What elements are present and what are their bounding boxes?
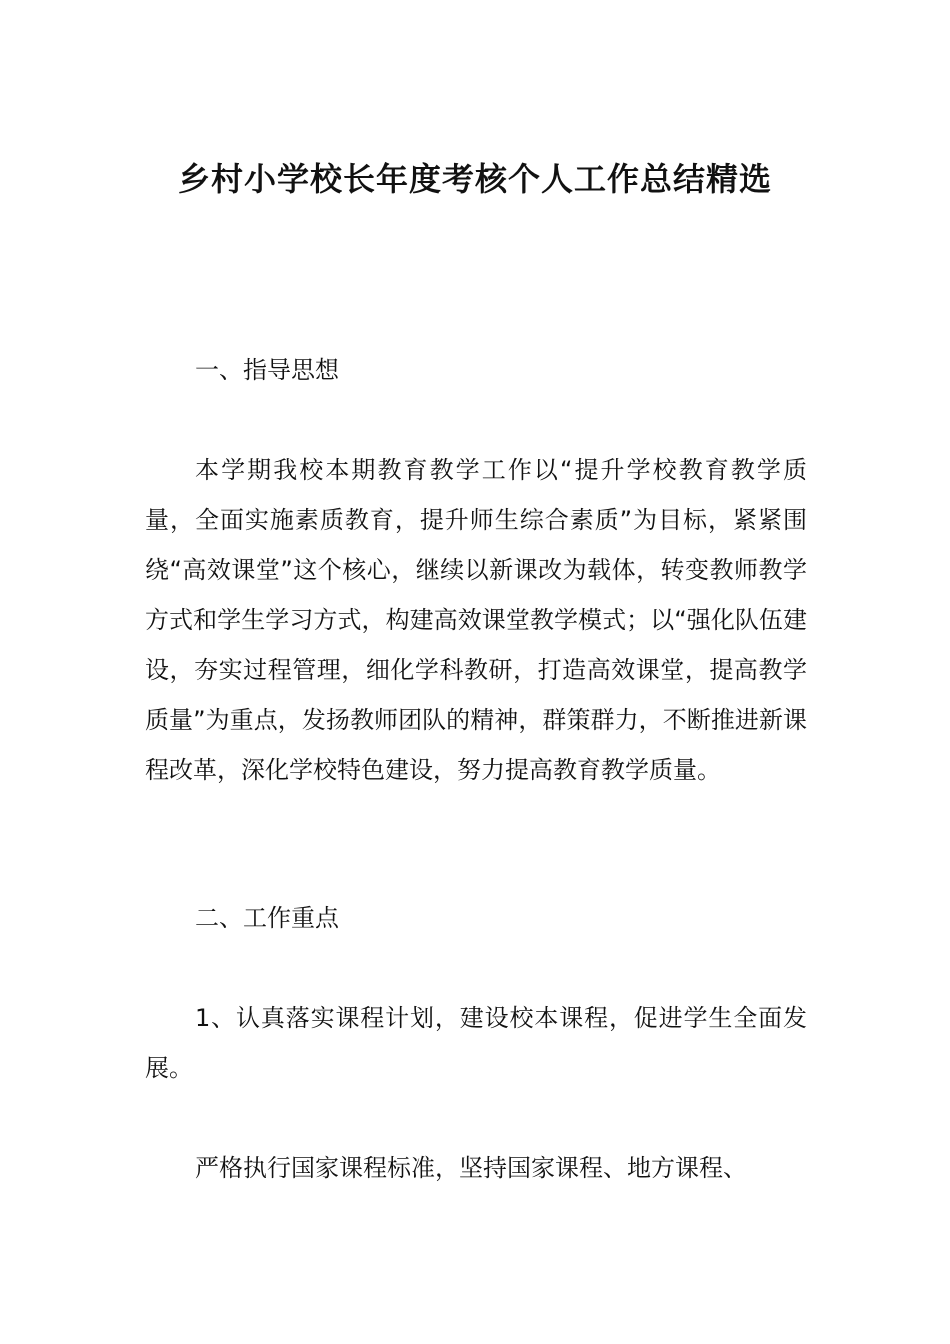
section-heading: 一、指导思想 [195, 356, 339, 384]
paragraph: 本学期我校本期教育教学工作以“提升学校教育教学质量，全面实施素质教育，提升师生综合素质”为目标，紧紧围绕“高效课堂”这个核心，继续以新课改为载体，转变教师教学方式和学生学习方式，构建高效课堂教学模式；以“强化队伍建设，夯实过程管理，细化学科教研，打造高效课堂，提高教学质量”为重点，发扬教师团队的精神，群策群力，不断推进新课程改革，深化学校特色建设，努力提高教育教学质量。 [145, 456, 807, 784]
section-heading: 二、工作重点 [195, 904, 339, 932]
paragraph: 1、认真落实课程计划，建设校本课程，促进学生全面发展。 [145, 1004, 807, 1082]
paragraph: 严格执行国家课程标准，坚持国家课程、地方课程、 [195, 1154, 747, 1182]
document-title: 乡村小学校长年度考核个人工作总结精选 [177, 160, 772, 198]
